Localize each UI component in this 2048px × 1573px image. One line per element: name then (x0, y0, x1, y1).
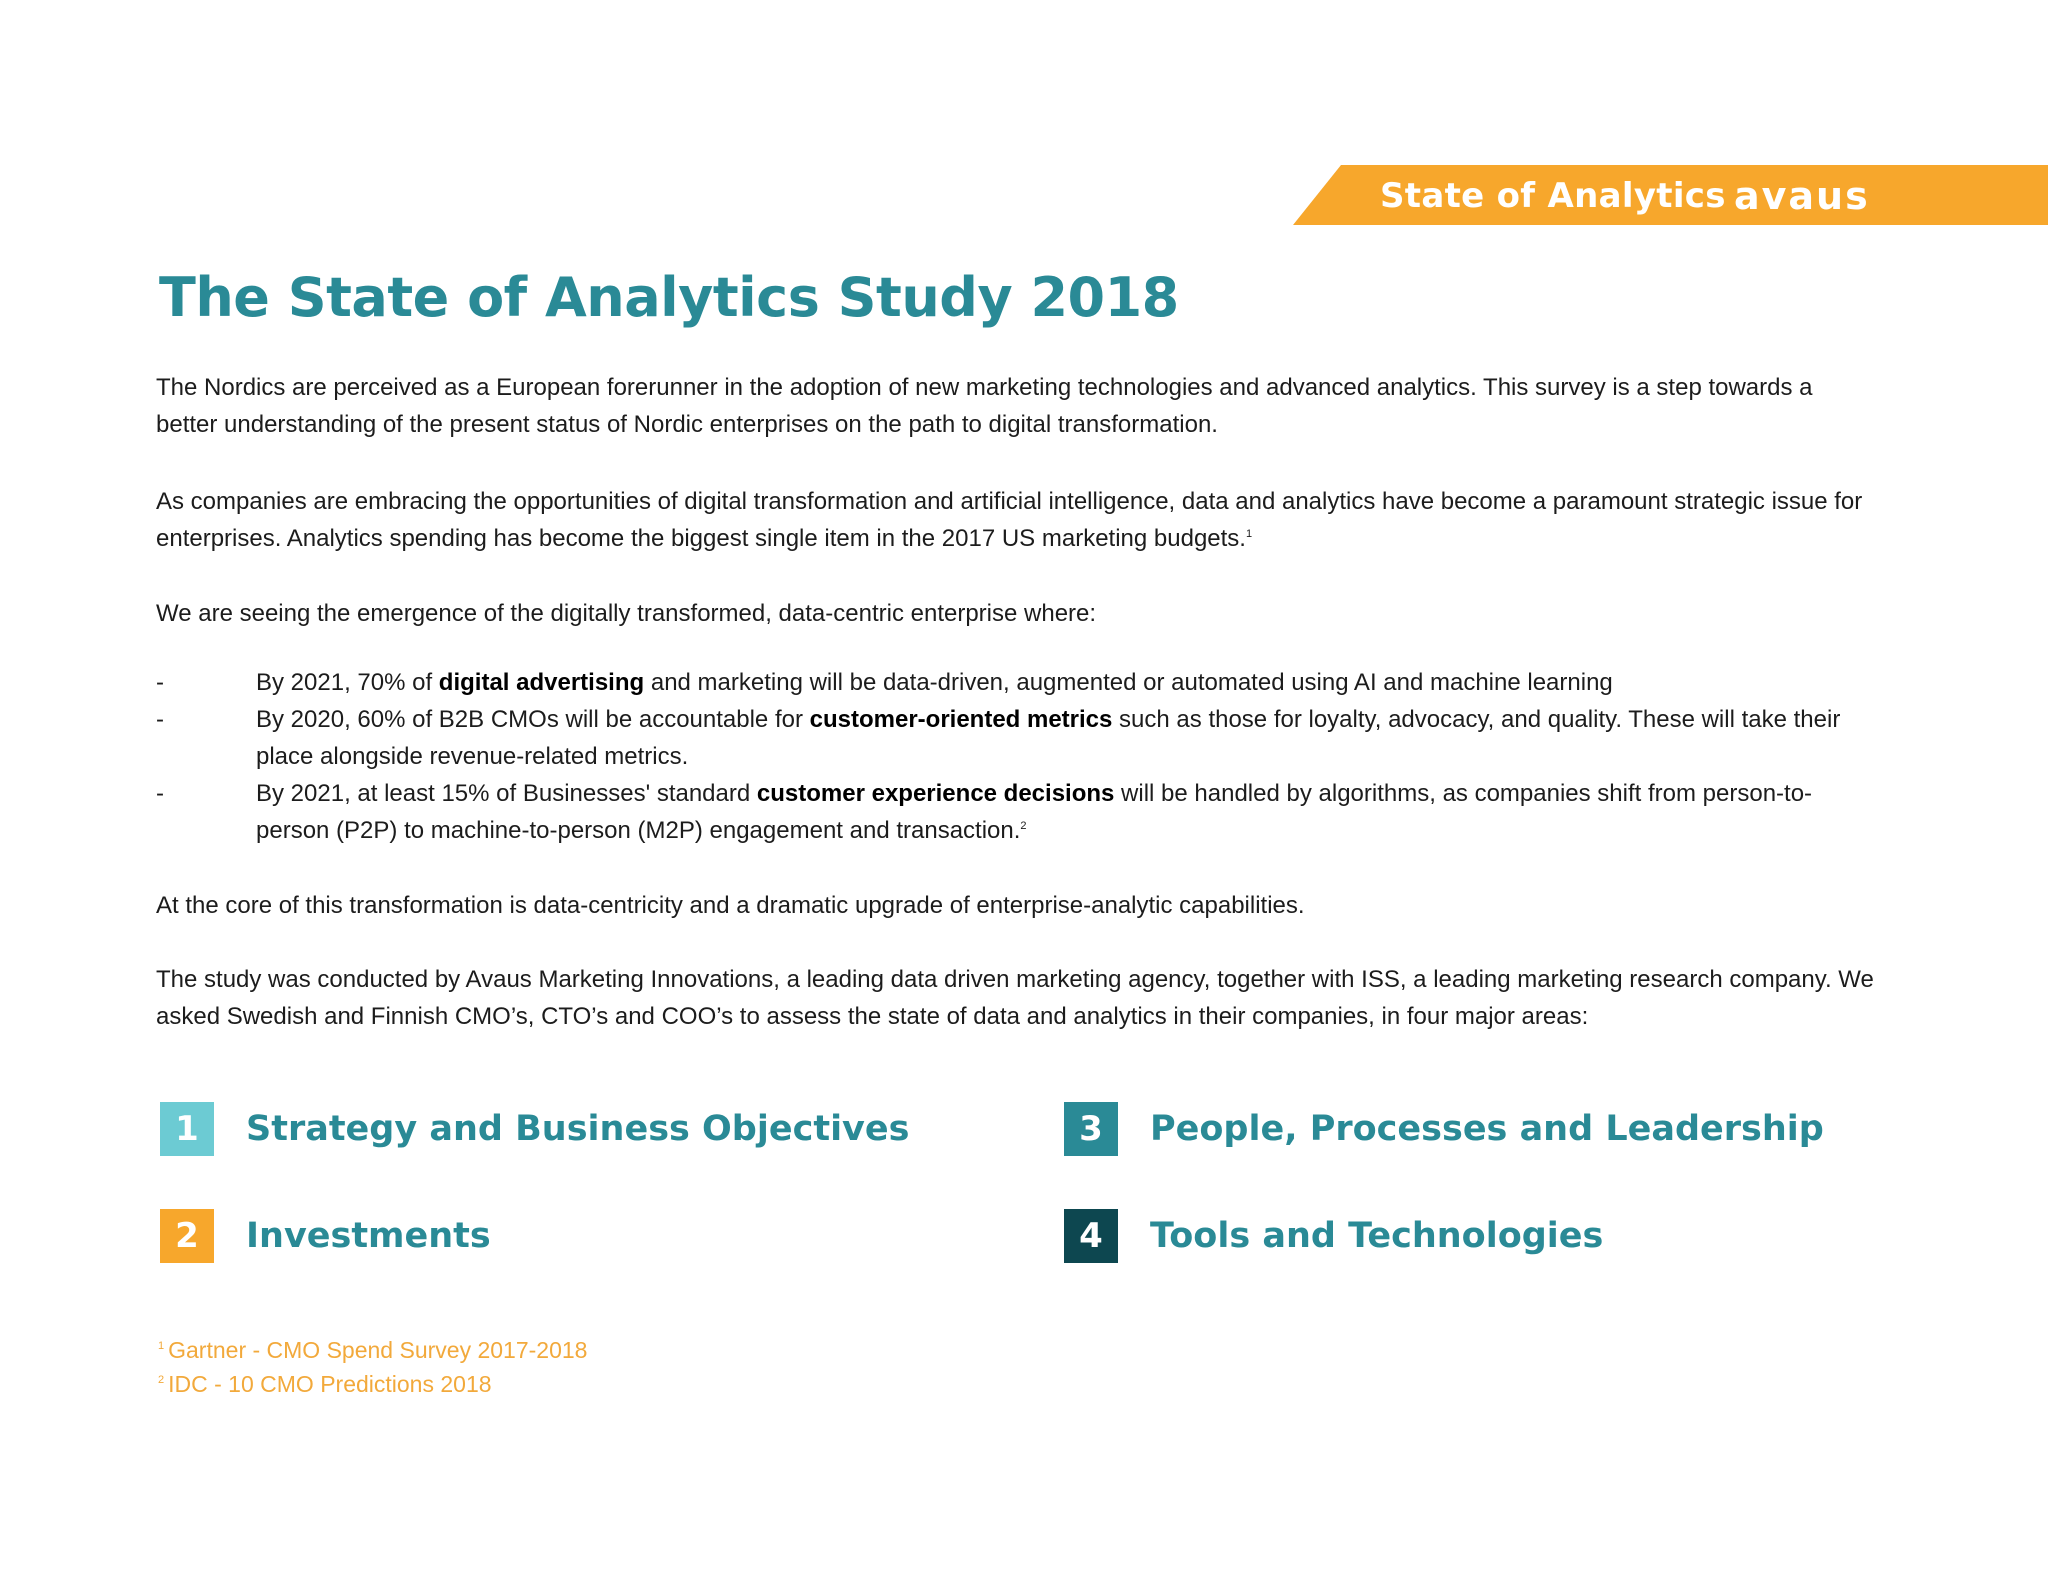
intro-paragraph: The Nordics are perceived as a European forerunner in the adoption of new marketing technologies and advanced analytics. This survey is a step towards a better understanding of the present status of Nordic enterprises on the path to digital transformation. (156, 374, 1813, 438)
study-paragraph: The study was conducted by Avaus Marketing Innovations, a leading data driven marketing agency, together with ISS, a leading marketing research company. We asked Swedish and Finnish CMO’s, CTO’s and COO’s to assess the state of data and analytics in their companies, in four major areas: (156, 966, 1874, 1030)
avaus-logo: avaus (1734, 174, 1870, 218)
core-paragraph: At the core of this transformation is data-centricity and a dramatic upgrade of enterprise-analytic capabilities. (156, 892, 1305, 919)
page-title: The State of Analytics Study 2018 (159, 266, 1179, 329)
area-people (1064, 1102, 1824, 1156)
area-label: Tools and Technologies (1150, 1216, 1604, 1256)
footnote-ref: 2 (1020, 820, 1027, 832)
area-number-badge: 3 (1064, 1102, 1118, 1156)
header-title: State of Analytics (1380, 176, 1726, 216)
footnotes (158, 1333, 587, 1401)
area-tools (1064, 1209, 1603, 1263)
bullet-text-before: By 2020, 60% of B2B CMOs will be accountable for (256, 706, 810, 733)
list-item (156, 701, 1876, 775)
analytics-paragraph-text: As companies are embracing the opportunities of digital transformation and artificial intelligence, data and analytics have become a paramount strategic issue for enterprises. Analytics spending has become the biggest single item in the 2017 US marketing budgets. (156, 488, 1863, 552)
footnote-text: IDC - 10 CMO Predictions 2018 (168, 1371, 492, 1397)
area-number-badge: 4 (1064, 1209, 1118, 1263)
list-item (156, 664, 1876, 701)
bullet-dash: - (156, 780, 164, 807)
area-investments (160, 1209, 491, 1263)
bullet-dash: - (156, 706, 164, 733)
bullet-dash: - (156, 669, 164, 696)
bullet-highlight: digital advertising (438, 669, 645, 696)
bullet-text-before: By 2021, at least 15% of Businesses' standard (256, 780, 757, 807)
footnote-text: Gartner - CMO Spend Survey 2017-2018 (168, 1337, 588, 1363)
bullet-text-after: will be handled by algorithms, as companies shift from person-to-person (P2P) to machine-to-person (M2P) engagement and transaction. (256, 780, 1813, 844)
footnote-ref: 1 (1245, 528, 1253, 540)
footnote-number: 2 (158, 1374, 165, 1387)
footnote-number: 1 (158, 1340, 165, 1353)
footnote (158, 1333, 587, 1367)
bullet-text-after: such as those for loyalty, advocacy, and quality. These will take their place alongside revenue-related metrics. (256, 706, 1841, 770)
area-label: Investments (246, 1216, 491, 1256)
area-label: Strategy and Business Objectives (246, 1109, 910, 1149)
area-number-badge: 1 (160, 1102, 214, 1156)
area-number-badge: 2 (160, 1209, 214, 1263)
bullet-highlight: customer-oriented metrics (809, 706, 1113, 733)
prediction-list (156, 664, 1876, 849)
bullet-highlight: customer experience decisions (756, 780, 1115, 807)
area-strategy (160, 1102, 909, 1156)
emergence-paragraph: We are seeing the emergence of the digitally transformed, data-centric enterprise where: (156, 600, 1097, 627)
analytics-paragraph (156, 483, 1876, 557)
list-item (156, 775, 1876, 849)
bullet-text-after: and marketing will be data-driven, augmented or automated using AI and machine learning (644, 669, 1613, 696)
area-label: People, Processes and Leadership (1150, 1109, 1824, 1149)
bullet-text-before: By 2021, 70% of (256, 669, 439, 696)
footnote (158, 1367, 587, 1401)
